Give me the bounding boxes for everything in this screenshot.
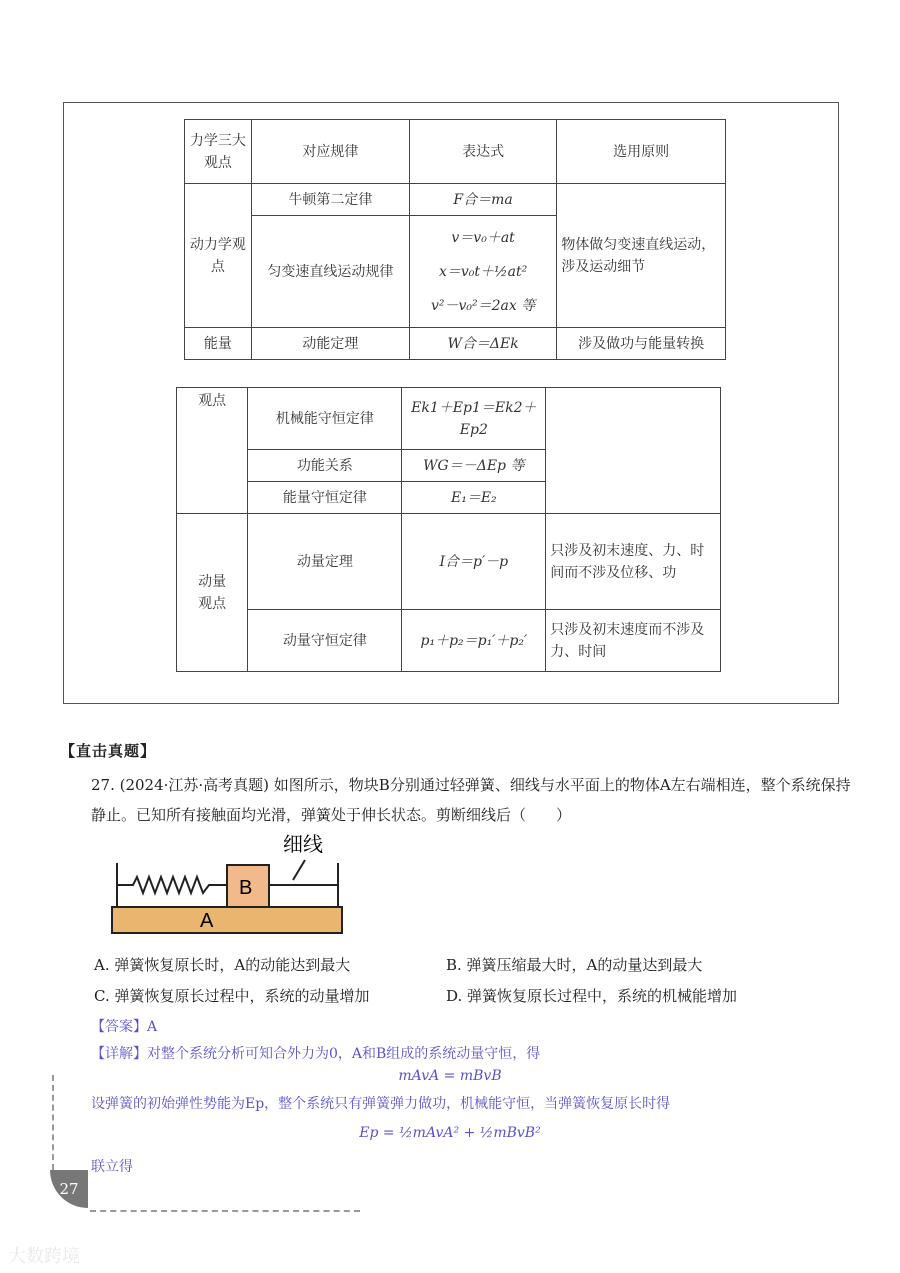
expr-newton: F合＝ma xyxy=(409,184,556,216)
energy-label: 能量 xyxy=(185,328,252,360)
answer-detail-3: 联立得 xyxy=(91,1159,133,1175)
table-frame xyxy=(63,102,839,704)
choice-c: C. 弹簧恢复原长过程中，系统的动量增加 xyxy=(94,987,370,1005)
principle-dynamics: 物体做匀变速直线运动，涉及运动细节 xyxy=(557,184,726,328)
block-a xyxy=(112,907,342,933)
momentum-label-a: 动量 xyxy=(198,573,227,590)
momentum-label-b: 观点 xyxy=(198,595,227,612)
expr-momentum-conservation: p₁＋p₂＝p₁′＋p₂′ xyxy=(402,610,546,672)
equation-momentum: mAvA = mBvB xyxy=(398,1068,502,1084)
thread-label: 细线 xyxy=(283,832,323,856)
principle-momentum-conservation: 只涉及初末速度而不涉及力、时间 xyxy=(546,610,721,672)
law-work-energy: 功能关系 xyxy=(248,450,402,482)
expr-impulse: I合＝p′－p xyxy=(402,514,546,610)
principle-energy: 涉及做功与能量转换 xyxy=(557,328,726,360)
principle-energy-empty xyxy=(546,388,721,514)
watermark: 大数跨境 xyxy=(8,1246,80,1267)
dynamics-label: 动力学观点 xyxy=(185,184,252,328)
answer-detail-1: 【详解】对整个系统分析可知合外力为0，A和B组成的系统动量守恒，得 xyxy=(91,1046,541,1062)
header-viewpoint: 力学三大观点 xyxy=(185,120,252,184)
dashed-border-vertical xyxy=(52,1075,54,1170)
momentum-label xyxy=(177,514,248,672)
answer-label: 【答案】A xyxy=(91,1019,158,1035)
page-number: 27 xyxy=(50,1170,88,1208)
answer-detail-2: 设弹簧的初始弹性势能为Ep，整个系统只有弹簧弹力做功，机械能守恒，当弹簧恢复原长时得 xyxy=(91,1096,671,1112)
expr-mechanical-energy: Ek1＋Ep1＝Ek2＋Ep2 xyxy=(402,388,546,450)
block-b-label: B xyxy=(239,877,253,899)
spring-block-figure xyxy=(105,825,355,940)
header-principle: 选用原则 xyxy=(557,120,726,184)
expr-velocity-squared: v²－v₀²＝2ax 等 xyxy=(430,297,536,314)
law-mechanical-energy: 机械能守恒定律 xyxy=(248,388,402,450)
header-expression: 表达式 xyxy=(409,120,556,184)
principle-impulse: 只涉及初末速度、力、时间而不涉及位移、功 xyxy=(546,514,721,610)
equation-energy: Ep = ½mAvA² + ½mBvB² xyxy=(359,1125,541,1141)
dashed-border-horizontal xyxy=(90,1210,360,1212)
mechanics-table-bottom xyxy=(176,387,721,672)
expr-kinetic-energy: W合＝ΔEk xyxy=(409,328,556,360)
law-energy-conservation: 能量守恒定律 xyxy=(248,482,402,514)
question-text: 27. (2024·江苏·高考真题) 如图所示，物块B分别通过轻弹簧、细线与水平面上的物体A左右端相连，整个系统保持静止。已知所有接触面均光滑，弹簧处于伸长状态。剪断细线后（ ） xyxy=(91,776,851,824)
thread-pointer xyxy=(293,860,305,880)
expr-energy-conservation: E₁＝E₂ xyxy=(402,482,546,514)
law-kinematics: 匀变速直线运动规律 xyxy=(251,216,409,328)
choice-a: A. 弹簧恢复原长时，A的动能达到最大 xyxy=(94,956,351,974)
expr-displacement: x＝v₀t＋½at² xyxy=(438,263,528,280)
expr-work-energy: WG＝－ΔEp 等 xyxy=(402,450,546,482)
section-title: 【直击真题】 xyxy=(60,742,157,760)
expr-velocity: v＝v₀＋at xyxy=(451,229,515,246)
mechanics-table-top xyxy=(184,119,726,360)
law-momentum-conservation: 动量守恒定律 xyxy=(248,610,402,672)
law-impulse: 动量定理 xyxy=(248,514,402,610)
choice-b: B. 弹簧压缩最大时，A的动量达到最大 xyxy=(446,956,703,974)
header-law: 对应规律 xyxy=(251,120,409,184)
choice-d: D. 弹簧恢复原长过程中，系统的机械能增加 xyxy=(446,987,738,1005)
energy-view-label: 观点 xyxy=(177,388,248,514)
law-newton: 牛顿第二定律 xyxy=(251,184,409,216)
law-kinetic-energy: 动能定理 xyxy=(251,328,409,360)
spring xyxy=(117,877,227,893)
block-a-label: A xyxy=(200,910,214,932)
expr-kinematics xyxy=(409,216,556,328)
